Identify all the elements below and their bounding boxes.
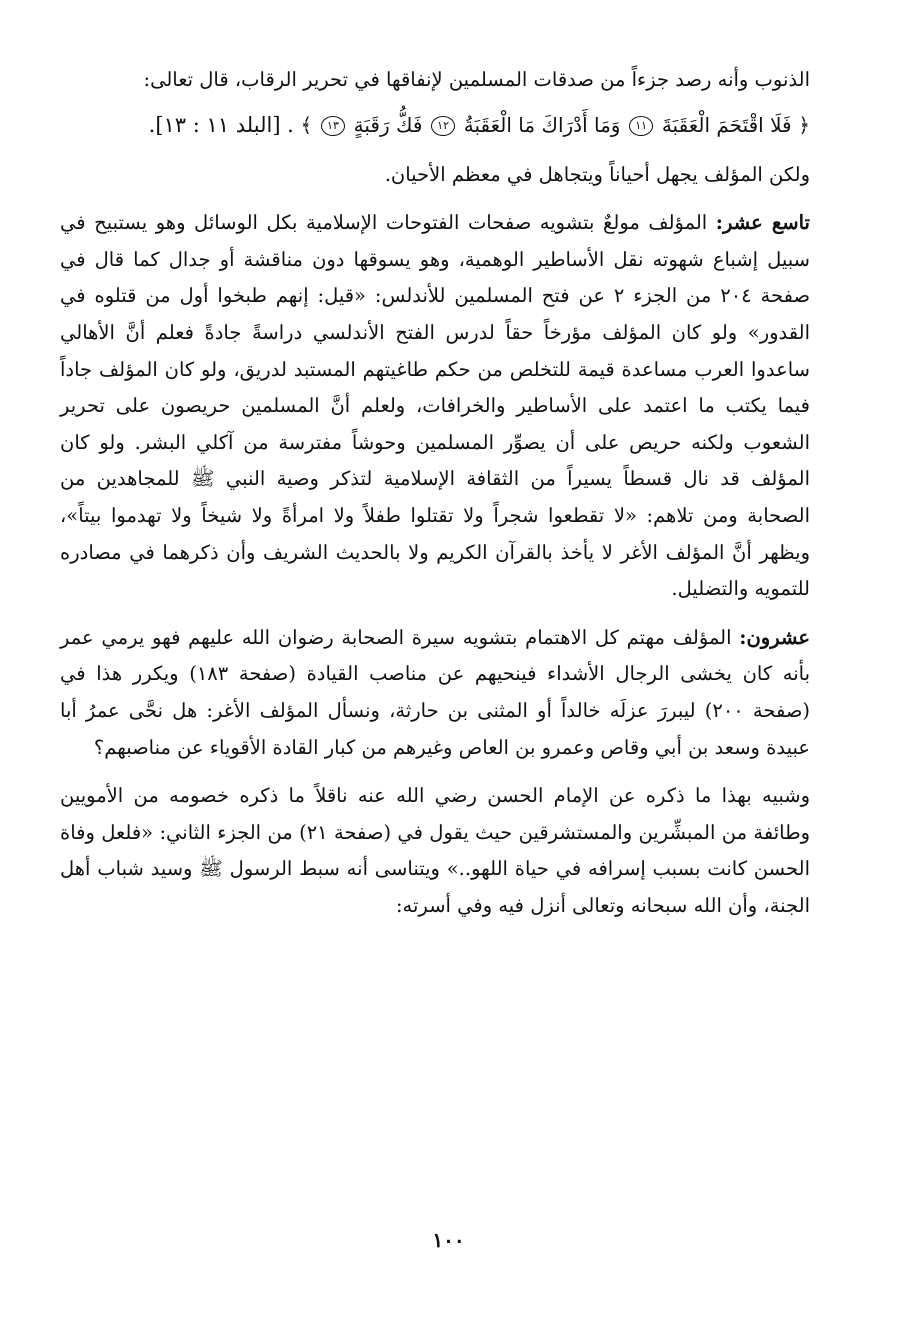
nineteenth-heading: تاسع عشر:	[715, 211, 810, 235]
paragraph-twentieth	[60, 620, 810, 766]
verse-close-bracket: ﴾	[300, 112, 313, 137]
paragraph-nineteenth	[60, 205, 810, 608]
verse-text-2: وَمَا أَدْرَاكَ مَا الْعَقَبَةُ	[463, 112, 621, 137]
verse-open-bracket: ﴿	[798, 112, 810, 137]
verse-text-3: فَكُّ رَقَبَةٍ	[353, 112, 423, 137]
paragraph-hasan: وشبيه بهذا ما ذكره عن الإمام الحسن رضي الله عنه ناقلاً ما ذكره خصومه من الأمويين وطائفة من المبشِّرين والمستشرقين حيث يقول في (صفحة ٢١) من الجزء الثاني: «فلعل وفاة الحسن كانت بسبب إسرافه في حياة اللهو..» ويتناسى أنه سبط الرسول ﷺ وسيد شباب أهل الجنة، وأن الله سبحانه وتعالى أنزل فيه وفي أسرته:	[60, 784, 811, 917]
ayah-number-13: ١٣	[321, 116, 345, 136]
verse-reference: . [البلد ١١ : ١٣].	[148, 112, 294, 137]
twentieth-text: المؤلف مهتم كل الاهتمام بتشويه سيرة الصحابة رضوان الله عليهم فهو يرمي عمر بأنه كان يخشى الرجال الأشداء فينحيهم عن مناصب القيادة (صفحة ١٨٣) ويكرر هذا في (صفحة ٢٠٠) ليبررَ عزلَه خالداً أو المثنى بن حارثة، ونسأل المؤلف الأغر: هل نحَّى عمرُ أبا عبيدة وسعد بن أبي وقاص وعمرو بن العاص وغيرهم من كبار القادة الأقوياء عن مناصبهم؟	[60, 625, 810, 759]
paragraph-author-ignorance: ولكن المؤلف يجهل أحياناً ويتجاهل في معظم الأحيان.	[384, 162, 810, 186]
ayah-number-12: ١٢	[431, 116, 455, 136]
verse-text-1: فَلَا اقْتَحَمَ الْعَقَبَةَ	[661, 112, 792, 137]
quran-verse	[60, 105, 810, 145]
ayah-number-11: ١١	[629, 116, 653, 136]
nineteenth-text: المؤلف مولعٌ بتشويه صفحات الفتوحات الإسلامية بكل الوسائل وهو يستبيح في سبيل إشباع شهوته نقل الأساطير الوهمية، وهو يسوقها دون مناقشة أو جدال كما قال في صفحة ٢٠٤ من الجزء ٢ عن فتح المسلمين للأندلس: «قيل: إنهم طبخوا أول من قتلوه في القدور» ولو كان المؤلف مؤرخاً حقاً لدرس الفتح الأندلسي دراسةً جادةً فعلم أنَّ الأهالي ساعدوا العرب مساعدة قيمة للتخلص من حكم طاغيتهم المستبد لدريق، ولو كان المؤلف جاداً فيما يكتب ما اعتمد على الأساطير والخرافات، ولعلم أنَّ المسلمين حريصون على تحرير الشعوب ولكنه حريص على أن يصوِّر المسلمين وحوشاً مفترسة من آكلي البشر. ولو كان المؤلف قد نال قسطاً يسيراً من الثقافة الإسلامية لتذكر وصية النبي ﷺ للمجاهدين من الصحابة ومن تلاهم: «لا تقطعوا شجراً ولا تقتلوا طفلاً ولا امرأةً ولا شيخاً ولا تهدموا بيتاً»، ويظهر أنَّ المؤلف الأغر لا يأخذ بالقرآن الكريم ولا بالحديث الشريف وأن ذكرهما في مصادره للتمويه والتضليل.	[60, 211, 811, 601]
page-body	[60, 62, 810, 924]
page-number: ١٠٠	[432, 1228, 465, 1252]
twentieth-heading: عشرون:	[739, 625, 810, 649]
paragraph-dhunub: الذنوب وأنه رصد جزءاً من صدقات المسلمين لإنفاقها في تحرير الرقاب، قال تعالى:	[143, 68, 810, 91]
